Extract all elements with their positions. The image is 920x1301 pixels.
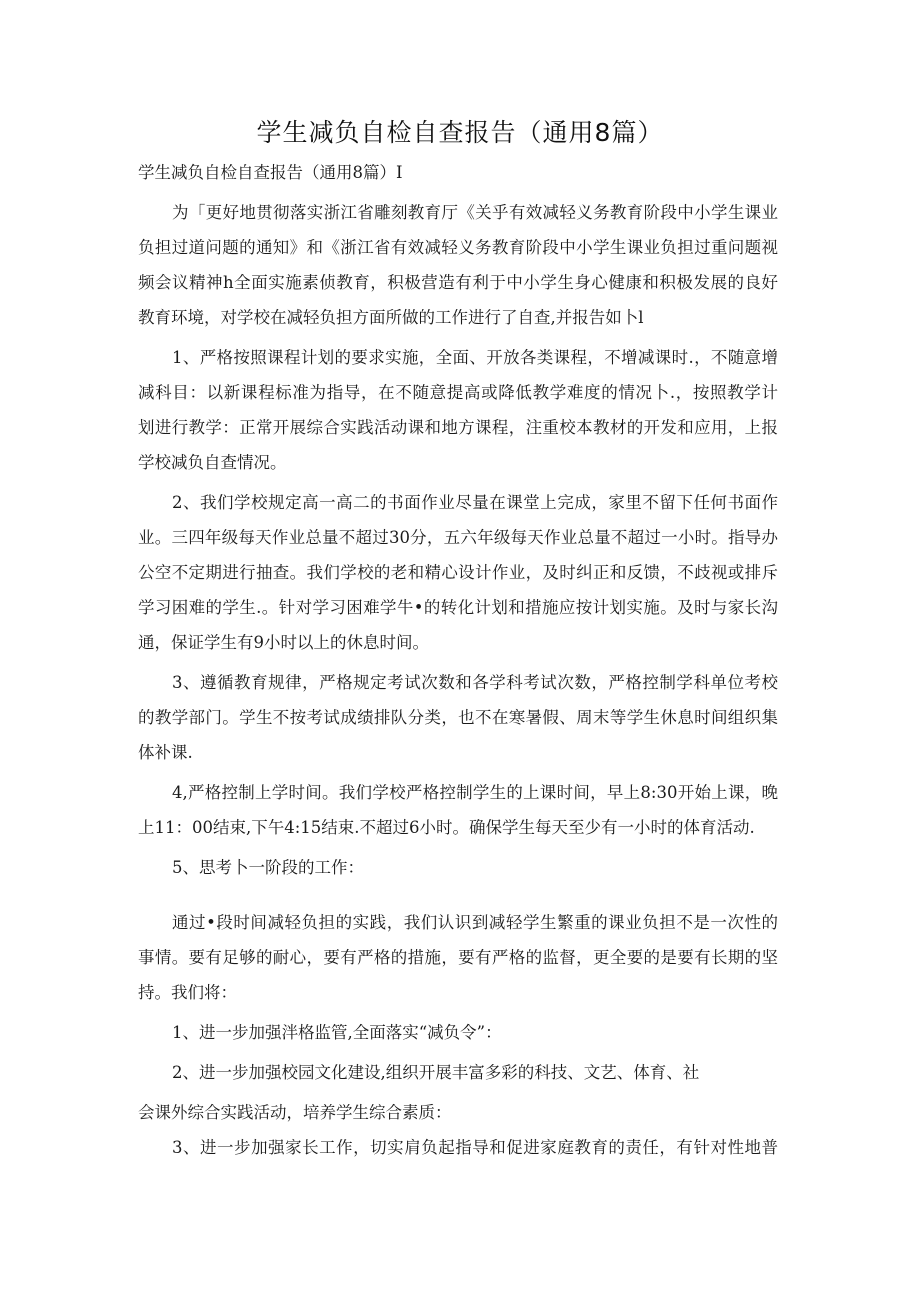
paragraph-line: 上11：00结束,下午4:15结束.不超过6小时。确保学生每天至少有一小时的体育活动.	[138, 818, 755, 837]
paragraph-line: 的教学部门。学生不按考试成绩排队分类，也不在寒暑假、周末等学生休息时间组织集	[138, 708, 778, 727]
paragraph-line: 学校减负自查情况。	[138, 453, 287, 472]
paragraph-line: 4,严格控制上学时间。我们学校严格控制学生的上课时间，早上8:30开始上课，晚	[172, 783, 778, 802]
paragraph-line: 2、我们学校规定高一高二的书面作业尽量在课堂上完成，家里不留下任何书面作	[172, 493, 778, 512]
paragraph-line: 1、进一步加强泮格监管,全面落实“减负令”：	[172, 1023, 502, 1042]
paragraph-line: 为「更好地贯彻落实浙江省雕刻教育厅《关乎有效减轻义务教育阶段中小学生课业	[172, 203, 778, 222]
paragraph-line: 事情。要有足够的耐心，要有严格的措施，要有严格的监督，更全要的是要有长期的坚	[138, 948, 778, 967]
paragraph-line: 3、进一步加强家长工作，切实肩负起指导和促进家庭教育的责任，有针对性地普	[172, 1138, 778, 1157]
paragraph-line: 负担过道问题的通知》和《浙江省有效减轻义务教育阶段中小学生课业负担过重问题视	[138, 238, 778, 257]
paragraph-line: 1、严格按照课程计划的要求实施，全面、开放各类课程，不增减课时.，不随意增	[172, 348, 778, 367]
paragraph-line: 2、进一步加强校园文化建设,组织开展丰富多彩的科技、文艺、体育、社	[172, 1063, 700, 1082]
document-subtitle: 学生减负自检自查报告（通用8篇）Ⅰ	[138, 163, 403, 182]
paragraph-line: 学习困难的学生.。针对学习困难学牛•的转化计划和措施应按计划实施。及时与家长沟	[138, 598, 778, 617]
paragraph-line: 通，保证学生有9小时以上的休息时间。	[138, 633, 429, 652]
paragraph-line: 频会议精神h全面实施素侦教育，积极营造有利于中小学生身心健康和积极发展的良好	[138, 273, 778, 292]
paragraph-line: 3、遵循教育规律，严格规定考试次数和各学科考试次数，严格控制学科单位考校	[172, 673, 778, 692]
document-title: 学生减负自检自查报告（通用8篇）	[256, 118, 664, 147]
paragraph-line: 5、思考卜一阶段的工作：	[172, 858, 364, 877]
paragraph-line: 公空不定期进行抽查。我们学校的老和精心设计作业，及时纠正和反馈，不歧视或排斥	[138, 563, 778, 582]
paragraph-line: 业。三四年级每天作业总量不超过30分，五六年级每天作业总量不超过一小时。指导办	[138, 528, 778, 547]
paragraph-line: 通过•段时间减轻负担的实践，我们认识到减轻学生繁重的课业负担不是一次性的	[172, 913, 778, 932]
paragraph-line: 持。我们将：	[138, 983, 237, 1002]
paragraph-line: 会课外综合实践活动，培养学生综合素质：	[138, 1103, 452, 1122]
paragraph-line: 教育环境，对学校在减轻负担方面所做的工作进行了自查,并报告如卜l	[138, 308, 644, 327]
paragraph-line: 减科目：以新课程标准为指导，在不随意提高或降低教学难度的情况卜.，按照教学计	[138, 383, 778, 402]
paragraph-line: 体补课.	[138, 743, 193, 762]
paragraph-line: 划进行教学：正常开展综合实践活动课和地方课程，注重校本教材的开发和应用，上报	[138, 418, 778, 437]
